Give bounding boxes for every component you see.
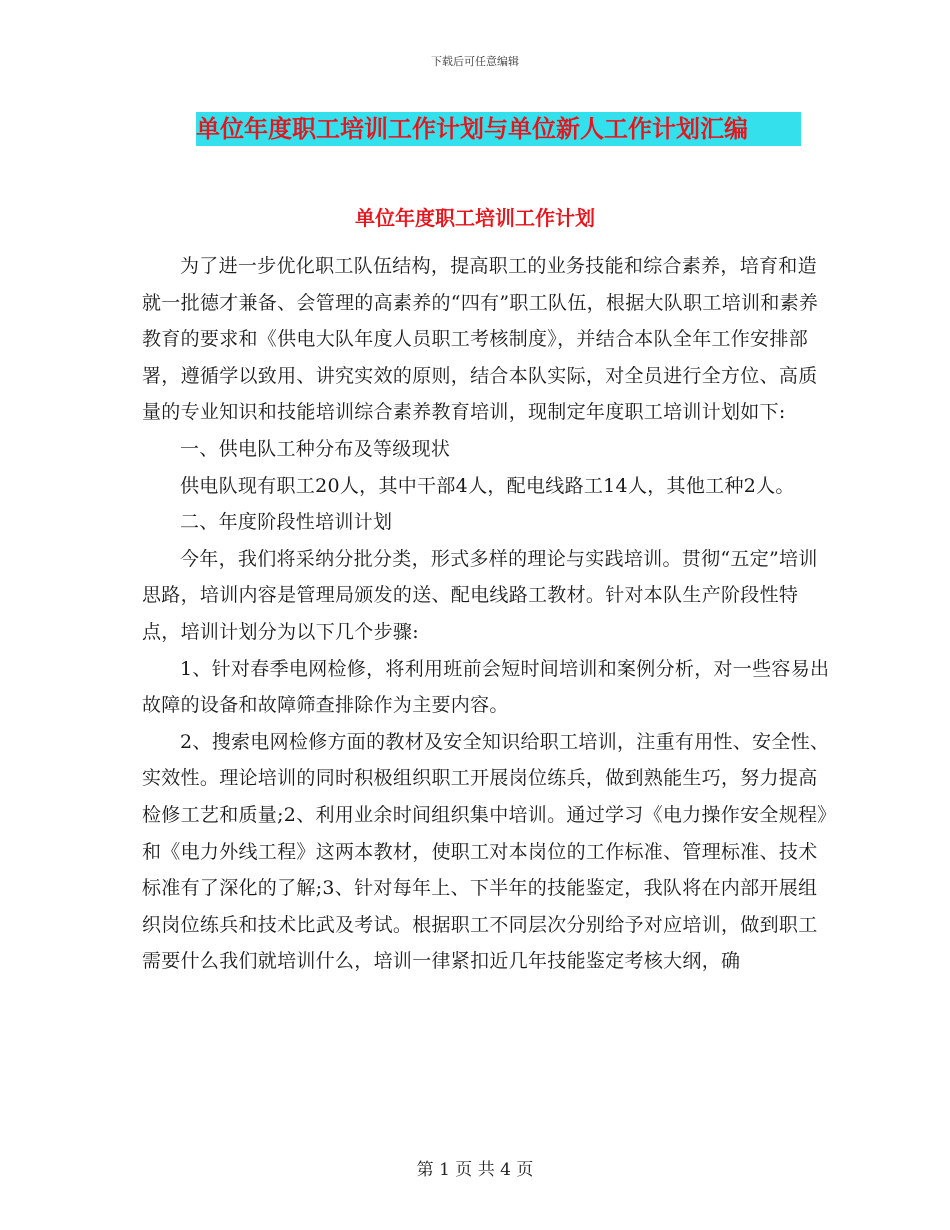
paragraph-intro: 为了进一步优化职工队伍结构，提高职工的业务技能和综合素养，培育和造就一批德才兼备、会管理的高素养的“四有”职工队伍，根据大队职工培训和素养教育的要求和《供电大队年度人员职工考核制度》，并结合本队全年工作安排部署，遵循学以致用、讲究实效的原则，结合本队实际，对全员进行全方位、高质量的专业知识和技能培训综合素养教育培训，现制定年度职工培训计划如下:: [142, 255, 819, 424]
heading-section-1: 一、供电队工种分布及等级现状: [180, 437, 451, 460]
heading-section-2: 二、年度阶段性培训计划: [180, 511, 393, 534]
paragraph-plan: 今年，我们将采纳分批分类，形式多样的理论与实践培训。贯彻“五定”培训思路，培训内容是管理局颁发的送、配电线路工教材。针对本队生产阶段性特点，培训计划分为以下几个步骤:: [142, 547, 818, 643]
page-header-note: 下载后可任意编辑: [431, 55, 519, 68]
paragraph-step-1: 1、针对春季电网检修，将利用班前会短时间培训和案例分析，对一些容易出故障的设备和故障筛查排除作为主要内容。: [142, 657, 830, 717]
document-body: [142, 248, 832, 980]
page-footer: 第 1 页 共 4 页: [416, 1160, 534, 1180]
document-title: 单位年度职工培训工作计划与单位新人工作计划汇编: [196, 115, 748, 143]
section-title: 单位年度职工培训工作计划: [355, 206, 595, 230]
paragraph-staff: 供电队现有职工20人，其中干部4人，配电线路工14人，其他工种2人。: [180, 474, 795, 497]
paragraph-step-2: 2、搜索电网检修方面的教材及安全知识给职工培训，注重有用性、安全性、实效性。理论培训的同时积极组织职工开展岗位练兵，做到熟能生巧，努力提高检修工艺和质量;2、利用业余时间组织集中培训。通过学习《电力操作安全规程》和《电力外线工程》这两本教材，使职工对本岗位的工作标准、管理标准、技术标准有了深化的了解;3、针对每年上、下半年的技能鉴定，我队将在内部开展组织岗位练兵和技术比武及考试。根据职工不同层次分别给予对应培训，做到职工需要什么我们就培训什么，培训一律紧扣近几年技能鉴定考核大纲，确: [142, 730, 830, 973]
